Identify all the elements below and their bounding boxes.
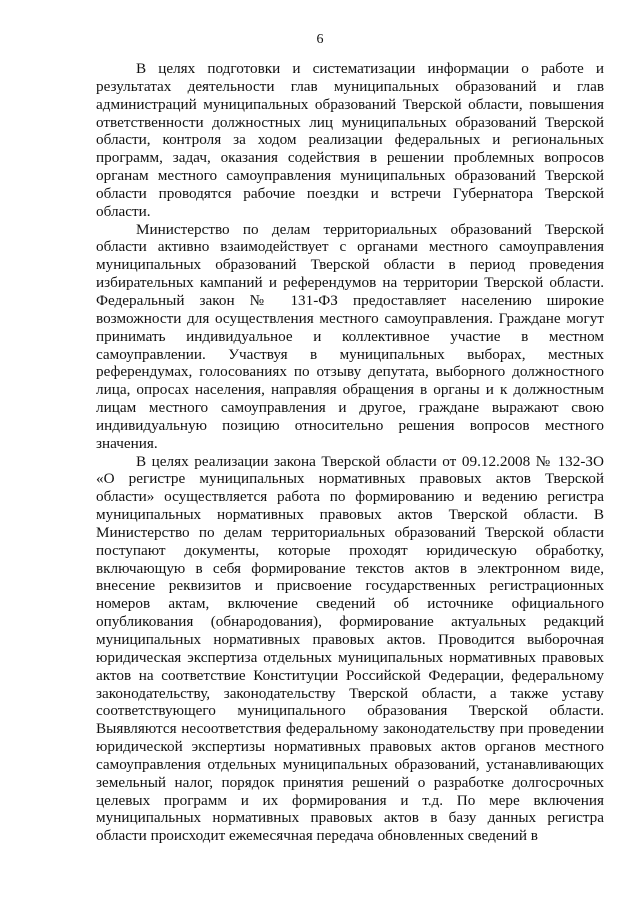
paragraph-ministry-cooperation: Министерство по делам территориальных образований Тверской области активно взаимодействует с органами местного самоуправления муниципальных образований Тверской области в период проведения избирательных кампаний и референдумов на территории Тверской области. Федеральный закон № 131-ФЗ предоставляет населению широкие возможности для осуществления местного самоуправления. Граждане могут принимать индивидуальное и коллективное участие в местном самоуправлении. Участвуя в муниципальных выборах, местных референдумах, голосованиях по отзыву депутата, выборного должностного лица, опросах населения, направляя обращения в органы и к должностным лицам местного самоуправления и другое, граждане выражают свою индивидуальную позицию относительно решения вопросов местного значения. bbox=[96, 220, 604, 452]
paragraph-municipal-register: В целях реализации закона Тверской области от 09.12.2008 № 132-ЗО «О регистре муниципальных нормативных правовых актов Тверской области» осуществляется работа по формированию и ведению регистра муниципальных нормативных правовых актов Тверской области. В Министерство по делам территориальных образований Тверской области поступают документы, которые проходят юридическую обработку, включающую в себя формирование текстов актов в электронном виде, внесение реквизитов и присвоение государственных регистрационных номеров актам, включение сведений об источнике официального опубликования (обнародования), формирование актуальных редакций муниципальных нормативных правовых актов. Проводится выборочная юридическая экспертиза отдельных муниципальных нормативных правовых актов на соответствие Конституции Российской Федерации, федеральному законодательству, законодательству Тверской области, а также уставу соответствующего муниципального образования Тверской области. Выявляются несоответствия федеральному законодательству при проведении юридической экспертизы нормативных правовых актов органов местного самоуправления отдельных муниципальных образований, устанавливающих земельный налог, порядок принятия решений о разработке долгосрочных целевых программ и их формирования и т.д. По мере включения муниципальных нормативных правовых актов в базу данных регистра области происходит ежемесячная передача обновленных сведений в bbox=[96, 452, 604, 845]
document-body bbox=[96, 60, 604, 845]
paragraph-working-trips: В целях подготовки и систематизации информации о работе и результатах деятельности глав муниципальных образований и глав администраций муниципальных образований Тверской области, повышения ответственности должностных лиц муниципальных образований Тверской области, контроля за ходом реализации федеральных и региональных программ, задач, оказания содействия в решении проблемных вопросов органам местного самоуправления муниципальных образований Тверской области проводятся рабочие поездки и встречи Губернатора Тверской области. bbox=[96, 60, 604, 220]
page-number: 6 bbox=[316, 32, 324, 47]
